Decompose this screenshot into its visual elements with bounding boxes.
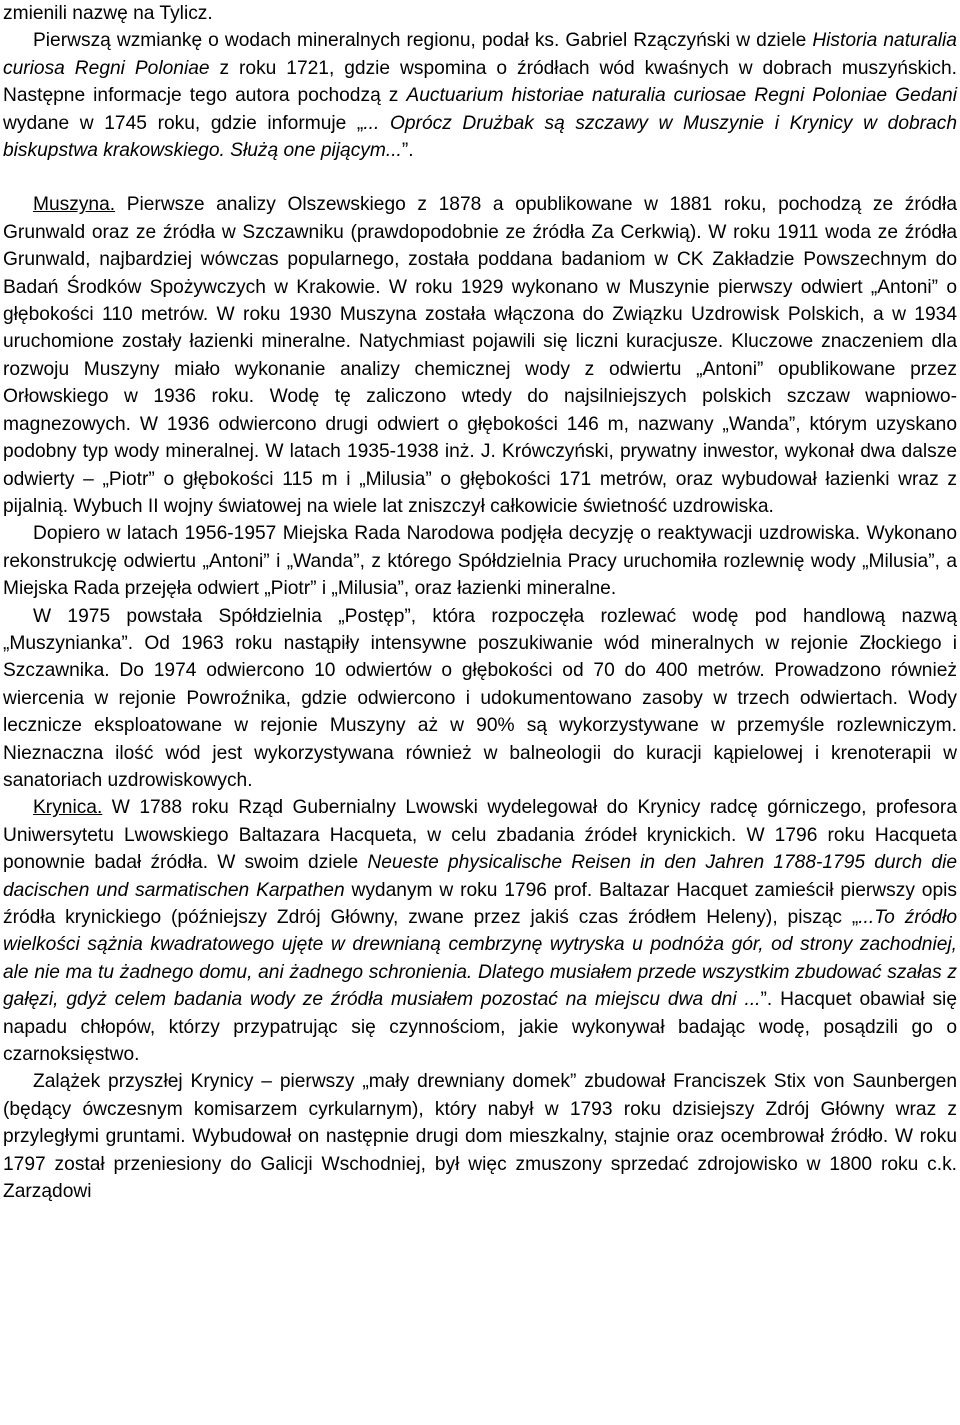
paragraph-first-mention [3, 27, 957, 164]
text-run: W 1788 roku Rząd Gubernialny Lwowski wydelegował do Krynicy radcę górniczego, profesora Uniwersytetu Lwowskiego Baltazara Hacqueta, w celu zbadania źródeł krynickich. W 1796 roku Hacqueta ponownie badał źródła. W swoim dziele [3, 797, 957, 874]
quote-hacquet: ...To źródło wielkości sążnia kwadratowego ujęte w drewnianą cembrzynę wytryska u podnóża gór, od strony zachodniej, ale nie ma tu żadnego domu, ani żadnego schronienia. Dlatego musiałem przede wszystkim zbudować szałas z gałęzi, gdyż celem badania wody ze źródła musiałem pozostać na miejscu dwa dni ... [3, 907, 957, 1011]
quote-druzbak: ... Oprócz Drużbak są szczawy w Muszynie i Krynicy w dobrach biskupstwa krakowskiego. Służą one pijącym... [3, 112, 957, 162]
book-title-historia: Historia naturalia curiosa Regni Poloniae [3, 30, 957, 79]
text-run: Pierwszą wzmiankę o wodach mineralnych regionu, podał ks. Gabriel Rzączyński w dziele [33, 30, 813, 52]
section-heading-muszyna: Muszyna. [33, 194, 116, 216]
paragraph-krynica [3, 794, 957, 1068]
text-run: z roku 1721, gdzie wspomina o źródłach wód kwaśnych w dobrach muszyńskich. Następne informacje tego autora pochodzą z [3, 57, 957, 107]
section-heading-krynica: Krynica. [33, 797, 103, 819]
text-run: ”. [401, 140, 414, 162]
text-run: ”. Hacquet obawiał się napadu chłopów, którzy przypatrując się czynnościom, jakie wykonywał badając wodę, posądzili go o czarnoksięstwo. [3, 989, 957, 1066]
text-run: Pierwsze analizy Olszewskiego z 1878 a opublikowane w 1881 roku, pochodzą ze źródła Grunwald oraz ze źródła w Szczawniku (prawdopodobnie ze źródła Za Cerkwią). W roku 1911 woda ze źródła Grunwald, najbardziej wówczas popularnego, została poddana badaniom w CK Zakładzie Powszechnym do Badań Środków Spożywczych w Krakowie. W roku 1929 wykonano w Muszynie pierwszy odwiert „Antoni” o głębokości 110 metrów. W roku 1930 Muszyna została włączona do Związku Uzdrowisk Polskich, a w 1934 uruchomione zostały łazienki mineralne. Natychmiast pojawili się liczni kuracjusze. Kluczowe znaczeniem dla rozwoju Muszyny miało wykonanie analizy chemicznej wody z odwiertu „Antoni” opublikowane przez Orłowskiego w 1936 roku. Wodę tę zaliczono wtedy do najsilniejszych polskich szczaw wapniowo-magnezowych. W 1936 odwiercono drugi odwiert o głębokości 146 m, nazwany „Wanda”, którym uzyskano podobny typ wody mineralnej. W latach 1935-1938 inż. J. Krówczyński, prywatny inwestor, wykonał dwa dalsze odwierty – „Piotr” o głębokości 115 m i „Milusia” o głębokości 171 metrów, oraz wybudował łazienki wraz z pijalnią. Wybuch II wojny światowej na wiele lat zniszczył całkowicie świetność uzdrowiska. [3, 194, 957, 517]
paragraph-tylicz-end: zmienili nazwę na Tylicz. [3, 3, 213, 24]
paragraph-reactivation: Dopiero w latach 1956-1957 Miejska Rada Narodowa podjęła decyzję o reaktywacji uzdrowiska. Wykonano rekonstrukcję odwiertu „Antoni” i „Wanda”, z którego Spółdzielnia Pracy uruchomiła rozlewnię wody „Milusia”, a Miejska Rada przejęła odwiert „Piotr” i „Milusia”, oraz łazienki mineralne. [3, 523, 957, 600]
paragraph-spacer [3, 164, 957, 191]
text-run: wydanym w roku 1796 prof. Baltazar Hacquet zamieścił pierwszy opis źródła krynickiego (późniejszy Zdrój Główny, zwane przez jakiś czas źródłem Heleny), pisząc „ [3, 879, 957, 928]
book-title-auctuarium: Auctuarium historiae naturalia curiosae Regni Poloniae Gedani [406, 85, 957, 107]
paragraph-stix: Zalążek przyszłej Krynicy – pierwszy „mały drewniany domek” zbudował Franciszek Stix von Saunbergen (będący ówczesnym komisarzem cyrkularnym), który nabył w 1793 roku dzisiejszy Zdrój Główny wraz z przyległymi gruntami. Wybudował on następnie drugi dom mieszkalny, stajnie oraz ocembrował źródło. W roku 1797 został przeniesiony do Galicji Wschodniej, był więc zmuszony sprzedać zdrojowisko w 1800 roku c.k. Zarządowi [3, 1071, 957, 1203]
book-title-neueste: Neueste physicalische Reisen in den Jahren 1788-1795 durch die dacischen und sarmatischen Karpathen [3, 852, 958, 901]
paragraph-muszyna [3, 191, 957, 520]
paragraph-muszynianka: W 1975 powstała Spółdzielnia „Postęp”, która rozpoczęła rozlewać wodę pod handlową nazwą „Muszynianka”. Od 1963 roku nastąpiły intensywne poszukiwanie wód mineralnych w rejonie Złockiego i Szczawnika. Do 1974 odwiercono 10 odwiertów o głębokości od 70 do 400 metrów. Prowadzono również wiercenia w rejonie Powroźnika, gdzie odwiercono i udokumentowano zasoby w trzech odwiertach. Wody lecznicze eksploatowane w rejonie Muszyny aż w 90% są wykorzystywane w przemyśle rozlewniczym. Nieznaczna ilość wód jest wykorzystywana również w balneologii do kuracji kąpielowej i krenoterapii w sanatoriach uzdrowiskowych. [3, 605, 957, 791]
text-run: wydane w 1745 roku, gdzie informuje „ [3, 112, 364, 134]
